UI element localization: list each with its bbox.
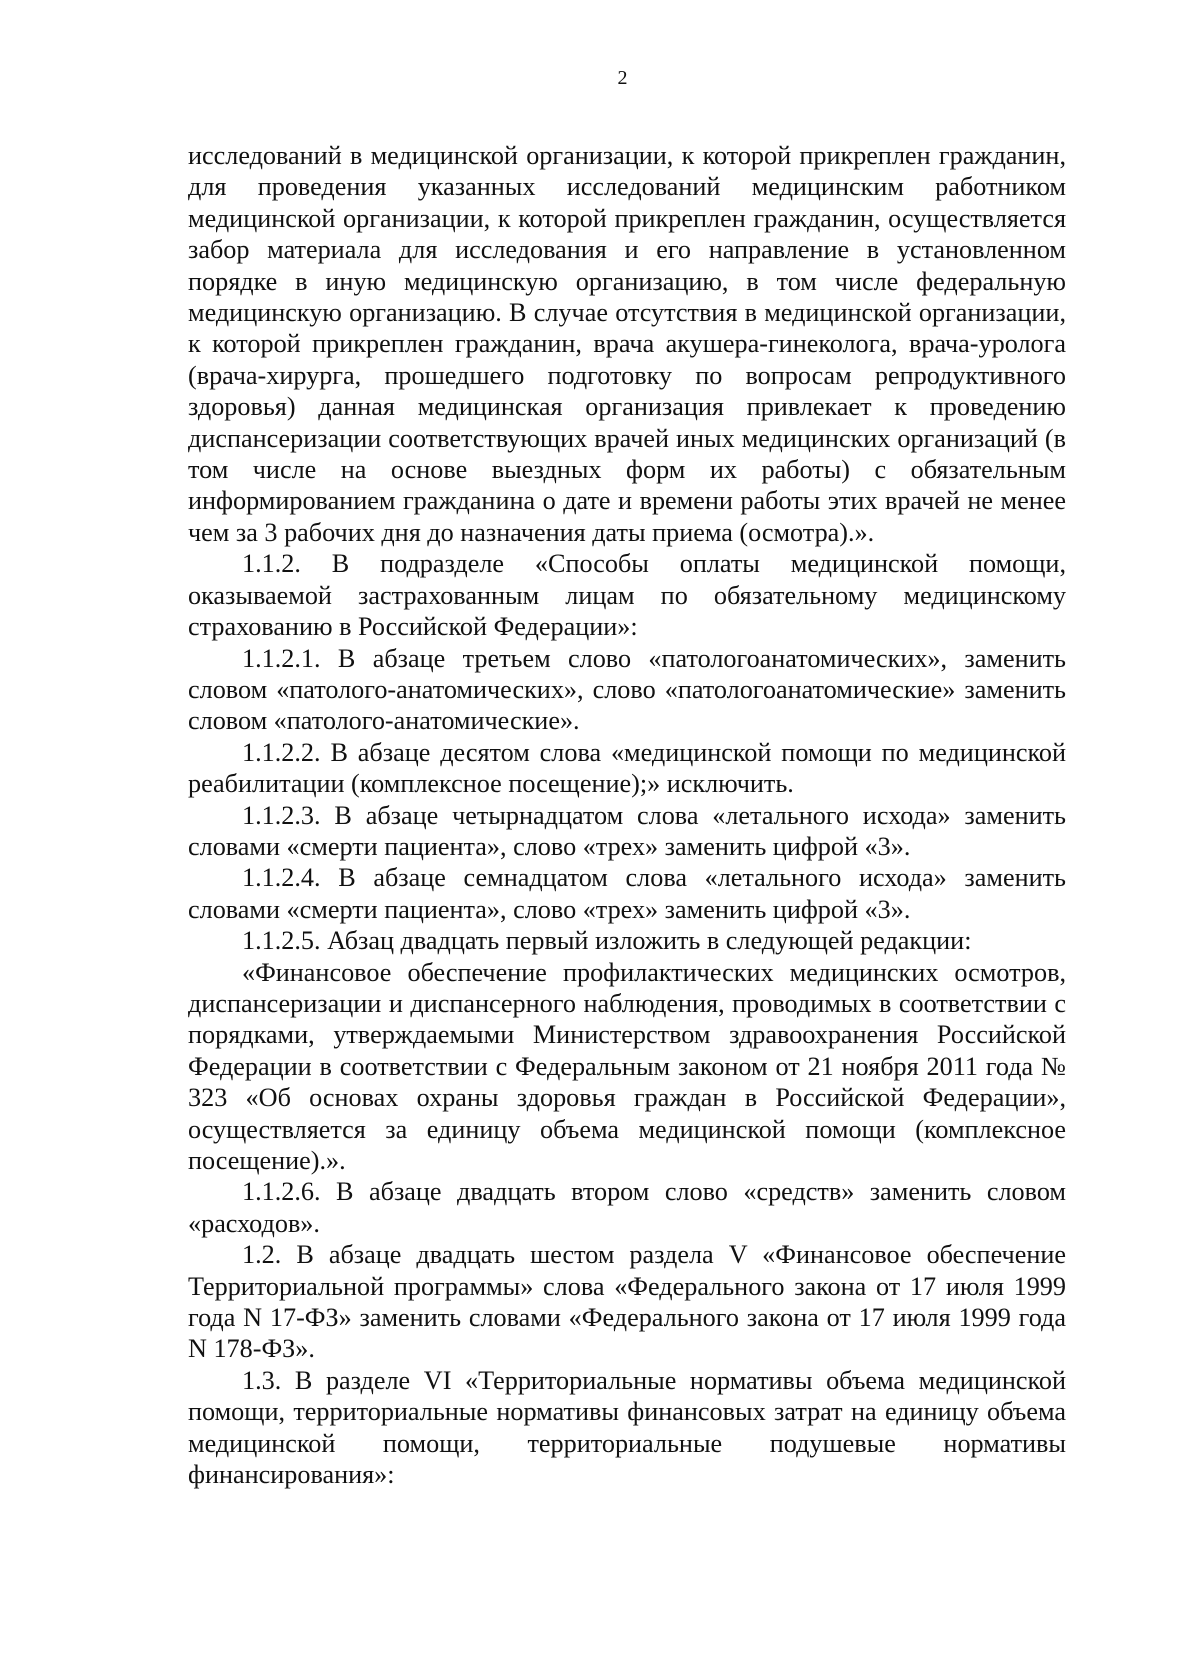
page-number: 2 xyxy=(617,67,628,89)
document-body xyxy=(188,140,1066,1490)
paragraph-1-3: 1.3. В разделе VI «Территориальные нормативы объема медицинской помощи, территориальные нормативы финансовых затрат на единицу объема медицинской помощи, территориальные подушевые нормативы финансирования»: xyxy=(188,1365,1066,1490)
paragraph-1-2: 1.2. В абзаце двадцать шестом раздела V «Финансовое обеспечение Территориальной программы» слова «Федерального закона от 17 июля 1999 года N 17-ФЗ» заменить словами «Федерального закона от 17 июля 1999 года N 178-ФЗ». xyxy=(188,1240,1066,1364)
paragraph-1-1-2: 1.1.2. В подразделе «Способы оплаты медицинской помощи, оказываемой застрахованным лицам по обязательному медицинскому страхованию в Российской Федерации»: xyxy=(188,549,1066,642)
paragraph-1-1-2-6: 1.1.2.6. В абзаце двадцать втором слово «средств» заменить словом «расходов». xyxy=(188,1177,1066,1238)
paragraph-1-1-2-5: 1.1.2.5. Абзац двадцать первый изложить в следующей редакции: xyxy=(242,926,972,956)
paragraph-1-1-2-3: 1.1.2.3. В абзаце четырнадцатом слова «летального исхода» заменить словами «смерти пациента», слово «трех» заменить цифрой «3». xyxy=(188,800,1066,861)
paragraph-continuation: исследований в медицинской организации, к которой прикреплен гражданин, для проведения указанных исследований медицинским работником медицинской организации, к которой прикреплен гражданин, осуществляется забор материала для исследования и его направление в установленном порядке в иную медицинскую организацию, в том числе федеральную медицинскую организацию. В случае отсутствия в медицинской организации, к которой прикреплен гражданин, врача акушера-гинеколога, врача-уролога (врача-хирурга, прошедшего подготовку по вопросам репродуктивного здоровья) данная медицинская организация привлекает к проведению диспансеризации соответствующих врачей иных медицинских организаций (в том числе на основе выездных форм их работы) с обязательным информированием гражданина о дате и времени работы этих врачей не менее чем за 3 рабочих дня до назначения даты приема (осмотра).». xyxy=(188,141,1066,547)
paragraph-1-1-2-4: 1.1.2.4. В абзаце семнадцатом слова «летального исхода» заменить словами «смерти пациента», слово «трех» заменить цифрой «3». xyxy=(188,863,1066,924)
paragraph-1-1-2-1: 1.1.2.1. В абзаце третьем слово «патологоанатомических», заменить словом «патолого-анатомических», слово «патологоанатомические» заменить словом «патолого-анатомические». xyxy=(188,643,1066,736)
paragraph-1-1-2-2: 1.1.2.2. В абзаце десятом слова «медицинской помощи по медицинской реабилитации (комплексное посещение);» исключить. xyxy=(188,737,1066,799)
paragraph-new-wording: «Финансовое обеспечение профилактических медицинских осмотров, диспансеризации и диспансерного наблюдения, проводимых в соответствии с порядками, утверждаемыми Министерством здравоохранения Российской Федерации в соответствии с Федеральным законом от 21 ноября 2011 года № 323 «Об основах охраны здоровья граждан в Российской Федерации», осуществляется за единицу объема медицинской помощи (комплексное посещение).». xyxy=(188,957,1066,1175)
